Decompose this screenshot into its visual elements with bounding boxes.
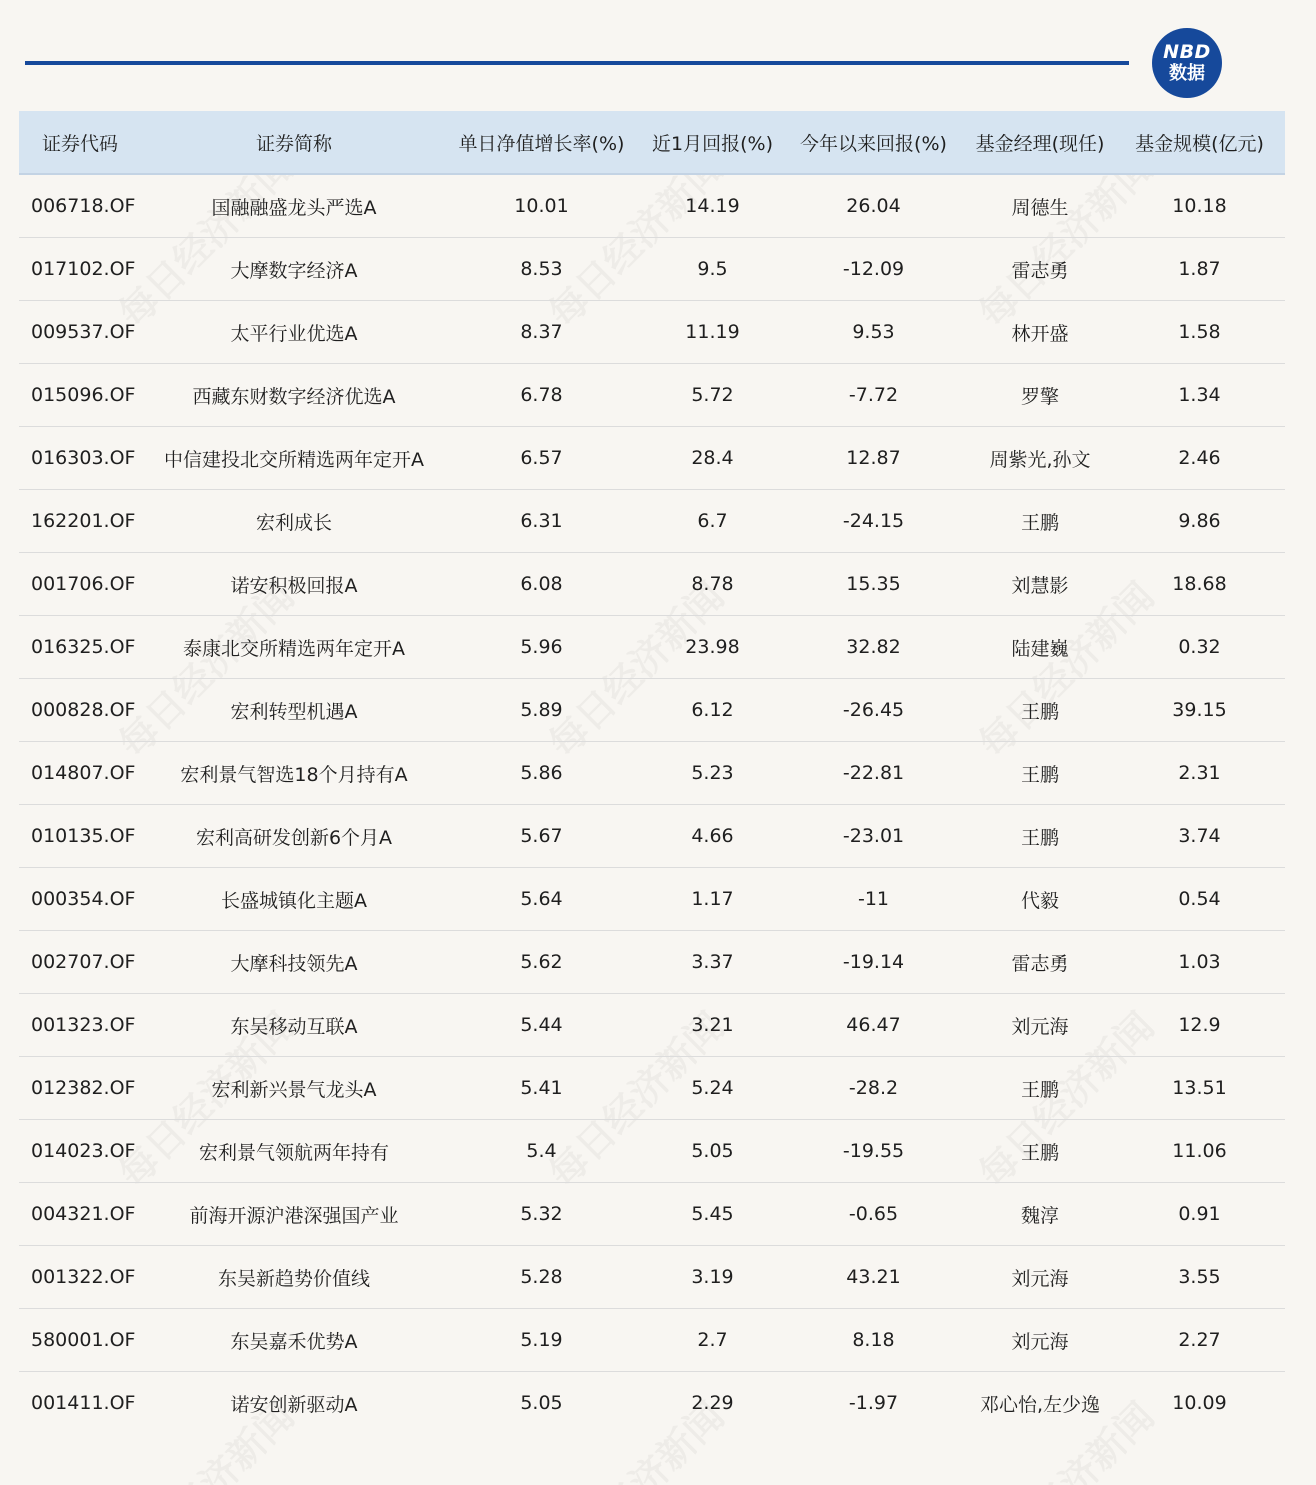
table-row: [19, 1309, 1285, 1372]
cell-code: 009537.OF: [19, 301, 149, 364]
cell-manager: 罗擎: [966, 364, 1114, 427]
cell-name: 大摩数字经济A: [149, 238, 439, 301]
cell-manager: 魏淳: [966, 1183, 1114, 1246]
cell-ytd-return: 32.82: [781, 616, 966, 679]
cell-fund-size: 1.58: [1114, 301, 1285, 364]
cell-name: 东吴新趋势价值线: [149, 1246, 439, 1309]
header-manager: 基金经理(现任): [966, 111, 1114, 174]
cell-manager: 邓心怡,左少逸: [979, 1393, 1101, 1416]
cell-fund-size: 0.32: [1114, 616, 1285, 679]
table-body: [19, 174, 1285, 1434]
logo-line1: NBD: [1163, 41, 1211, 63]
cell-name: 前海开源沪港深强国产业: [149, 1183, 439, 1246]
fund-table: [19, 111, 1285, 1434]
cell-1m-return: 6.12: [644, 679, 781, 742]
cell-code: 580001.OF: [19, 1309, 149, 1372]
cell-1m-return: 23.98: [644, 616, 781, 679]
cell-daily-growth: 5.67: [439, 805, 644, 868]
cell-manager: 陆建巍: [966, 616, 1114, 679]
cell-name: 诺安创新驱动A: [230, 1393, 358, 1416]
cell-fund-size: 1.87: [1114, 238, 1285, 301]
cell-1m-return: 14.19: [644, 174, 781, 238]
cell-ytd-return: -7.72: [781, 364, 966, 427]
cell-ytd-return: 15.35: [781, 553, 966, 616]
cell-code: 162201.OF: [19, 490, 149, 553]
header-fund-size: 基金规模(亿元): [1114, 111, 1285, 174]
header-code: 证券代码: [19, 111, 149, 174]
cell-manager: 刘元海: [966, 994, 1114, 1057]
cell-manager: 刘慧影: [966, 553, 1114, 616]
table-row: [19, 1246, 1285, 1309]
cell-code: 001411.OF: [31, 1392, 136, 1414]
cell-fund-size: 11.06: [1114, 1120, 1285, 1183]
cell-daily-growth: 5.96: [439, 616, 644, 679]
cell-daily-growth: 6.08: [439, 553, 644, 616]
table-row: [19, 490, 1285, 553]
cell-manager: 周紫光,孙文: [966, 427, 1114, 490]
cell-manager: 王鹏: [966, 1057, 1114, 1120]
cell-ytd-return: -11: [781, 868, 966, 931]
table-row: [19, 994, 1285, 1057]
cell-1m-return: 5.24: [644, 1057, 781, 1120]
header-row: [19, 111, 1285, 174]
cell-fund-size: 2.31: [1114, 742, 1285, 805]
cell-manager: 王鹏: [966, 1120, 1114, 1183]
cell-name: 宏利新兴景气龙头A: [149, 1057, 439, 1120]
header-1m-return: 近1月回报(%): [644, 111, 781, 174]
cell-fund-size: 0.54: [1114, 868, 1285, 931]
cell-name: 宏利高研发创新6个月A: [149, 805, 439, 868]
table-row: [19, 238, 1285, 301]
cell-code: 016325.OF: [19, 616, 149, 679]
cell-1m-return: 3.21: [644, 994, 781, 1057]
cell-daily-growth: 8.53: [439, 238, 644, 301]
cell-manager: 王鹏: [966, 490, 1114, 553]
cell-daily-growth: 8.37: [439, 301, 644, 364]
cell-daily-growth: 5.41: [439, 1057, 644, 1120]
cell-manager: 林开盛: [966, 301, 1114, 364]
cell-code: 002707.OF: [19, 931, 149, 994]
cell-ytd-return: 43.21: [781, 1246, 966, 1309]
table-row: [19, 805, 1285, 868]
cell-name: 泰康北交所精选两年定开A: [149, 616, 439, 679]
table-row: [19, 1057, 1285, 1120]
cell-1m-return: 1.17: [644, 868, 781, 931]
cell-ytd-return: -0.65: [781, 1183, 966, 1246]
cell-daily-growth: 5.4: [439, 1120, 644, 1183]
cell-manager: 刘元海: [966, 1246, 1114, 1309]
cell-1m-return: 2.29: [691, 1392, 734, 1414]
cell-code: 017102.OF: [19, 238, 149, 301]
cell-code: 015096.OF: [19, 364, 149, 427]
cell-name: 中信建投北交所精选两年定开A: [149, 427, 439, 490]
table-row: [19, 868, 1285, 931]
cell-ytd-return: 8.18: [781, 1309, 966, 1372]
cell-code: 001322.OF: [19, 1246, 149, 1309]
cell-daily-growth: 5.62: [439, 931, 644, 994]
cell-manager: 雷志勇: [966, 931, 1114, 994]
cell-fund-size: 1.03: [1114, 931, 1285, 994]
cell-fund-size: 39.15: [1114, 679, 1285, 742]
cell-code: 012382.OF: [19, 1057, 149, 1120]
cell-code: 000828.OF: [19, 679, 149, 742]
cell-manager: 代毅: [966, 868, 1114, 931]
cell-ytd-return: -12.09: [781, 238, 966, 301]
cell-1m-return: 6.7: [644, 490, 781, 553]
cell-ytd-return: 46.47: [781, 994, 966, 1057]
cell-daily-growth: 6.78: [439, 364, 644, 427]
cell-manager: 王鹏: [966, 679, 1114, 742]
cell-code: 004321.OF: [19, 1183, 149, 1246]
table-row: [19, 553, 1285, 616]
cell-1m-return: 2.7: [644, 1309, 781, 1372]
cell-code: 001706.OF: [19, 553, 149, 616]
cell-name: 国融融盛龙头严选A: [149, 174, 439, 238]
cell-ytd-return: -23.01: [781, 805, 966, 868]
cell-code: 014023.OF: [19, 1120, 149, 1183]
cell-name: 宏利转型机遇A: [149, 679, 439, 742]
cell-code: 006718.OF: [19, 174, 149, 238]
cell-ytd-return: -26.45: [781, 679, 966, 742]
cell-daily-growth: 5.32: [439, 1183, 644, 1246]
cell-daily-growth: 5.64: [439, 868, 644, 931]
cell-daily-growth: 10.01: [439, 174, 644, 238]
cell-1m-return: 3.19: [644, 1246, 781, 1309]
cell-fund-size: 3.74: [1114, 805, 1285, 868]
logo-line2: 数据: [1169, 63, 1205, 84]
cell-ytd-return: 9.53: [781, 301, 966, 364]
table-row: [19, 427, 1285, 490]
cell-name: 诺安积极回报A: [149, 553, 439, 616]
cell-1m-return: 5.72: [644, 364, 781, 427]
table-row: [19, 364, 1285, 427]
cell-name: 大摩科技领先A: [149, 931, 439, 994]
cell-manager: 王鹏: [966, 805, 1114, 868]
table-row: [19, 174, 1285, 238]
cell-manager: 刘元海: [966, 1309, 1114, 1372]
cell-1m-return: 8.78: [644, 553, 781, 616]
cell-daily-growth: 5.19: [439, 1309, 644, 1372]
cell-manager: 王鹏: [966, 742, 1114, 805]
cell-fund-size: 2.46: [1114, 427, 1285, 490]
cell-fund-size: 10.18: [1114, 174, 1285, 238]
header-name: 证券简称: [149, 111, 439, 174]
cell-fund-size: 3.55: [1114, 1246, 1285, 1309]
cell-name: 宏利景气智选18个月持有A: [149, 742, 439, 805]
cell-daily-growth: 6.57: [439, 427, 644, 490]
cell-daily-growth: 6.31: [439, 490, 644, 553]
table-row: [19, 931, 1285, 994]
cell-fund-size: 0.91: [1114, 1183, 1285, 1246]
table-row: [19, 742, 1285, 805]
table-row: [19, 1120, 1285, 1183]
cell-fund-size: 18.68: [1114, 553, 1285, 616]
cell-manager: 雷志勇: [966, 238, 1114, 301]
cell-1m-return: 5.05: [644, 1120, 781, 1183]
cell-code: 010135.OF: [19, 805, 149, 868]
table-row: [19, 679, 1285, 742]
table-row: [19, 1183, 1285, 1246]
cell-ytd-return: -19.14: [781, 931, 966, 994]
cell-manager: 周德生: [966, 174, 1114, 238]
table-row: [19, 616, 1285, 679]
cell-code: 001323.OF: [19, 994, 149, 1057]
cell-1m-return: 5.45: [644, 1183, 781, 1246]
cell-1m-return: 4.66: [644, 805, 781, 868]
cell-code: 000354.OF: [19, 868, 149, 931]
cell-fund-size: 9.86: [1114, 490, 1285, 553]
cell-1m-return: 3.37: [644, 931, 781, 994]
cell-1m-return: 9.5: [644, 238, 781, 301]
table-row: [19, 301, 1285, 364]
cell-ytd-return: -28.2: [781, 1057, 966, 1120]
cell-fund-size: 10.09: [1172, 1392, 1227, 1414]
cell-name: 长盛城镇化主题A: [149, 868, 439, 931]
cell-daily-growth: 5.89: [439, 679, 644, 742]
cell-name: 宏利景气领航两年持有: [149, 1120, 439, 1183]
cell-fund-size: 12.9: [1114, 994, 1285, 1057]
cell-daily-growth: 5.86: [439, 742, 644, 805]
cell-name: 宏利成长: [149, 490, 439, 553]
cell-fund-size: 13.51: [1114, 1057, 1285, 1120]
cell-ytd-return: 26.04: [781, 174, 966, 238]
cell-name: 太平行业优选A: [149, 301, 439, 364]
cell-ytd-return: -1.97: [848, 1392, 899, 1414]
cell-code: 016303.OF: [19, 427, 149, 490]
header-ytd-return: 今年以来回报(%): [781, 111, 966, 174]
cell-1m-return: 5.23: [644, 742, 781, 805]
cell-daily-growth: 5.05: [520, 1392, 563, 1414]
cell-1m-return: 28.4: [644, 427, 781, 490]
cell-fund-size: 1.34: [1114, 364, 1285, 427]
nbd-logo: [1152, 28, 1222, 98]
cell-ytd-return: 12.87: [781, 427, 966, 490]
cell-name: 东吴嘉禾优势A: [149, 1309, 439, 1372]
cell-ytd-return: -24.15: [781, 490, 966, 553]
top-rule: [25, 61, 1129, 65]
cell-name: 东吴移动互联A: [149, 994, 439, 1057]
table-row: [19, 1372, 1285, 1435]
cell-daily-growth: 5.44: [439, 994, 644, 1057]
cell-ytd-return: -22.81: [781, 742, 966, 805]
cell-fund-size: 2.27: [1114, 1309, 1285, 1372]
header-daily-growth: 单日净值增长率(%): [439, 111, 644, 174]
cell-daily-growth: 5.28: [439, 1246, 644, 1309]
cell-ytd-return: -19.55: [781, 1120, 966, 1183]
cell-1m-return: 11.19: [644, 301, 781, 364]
cell-code: 014807.OF: [19, 742, 149, 805]
cell-name: 西藏东财数字经济优选A: [149, 364, 439, 427]
